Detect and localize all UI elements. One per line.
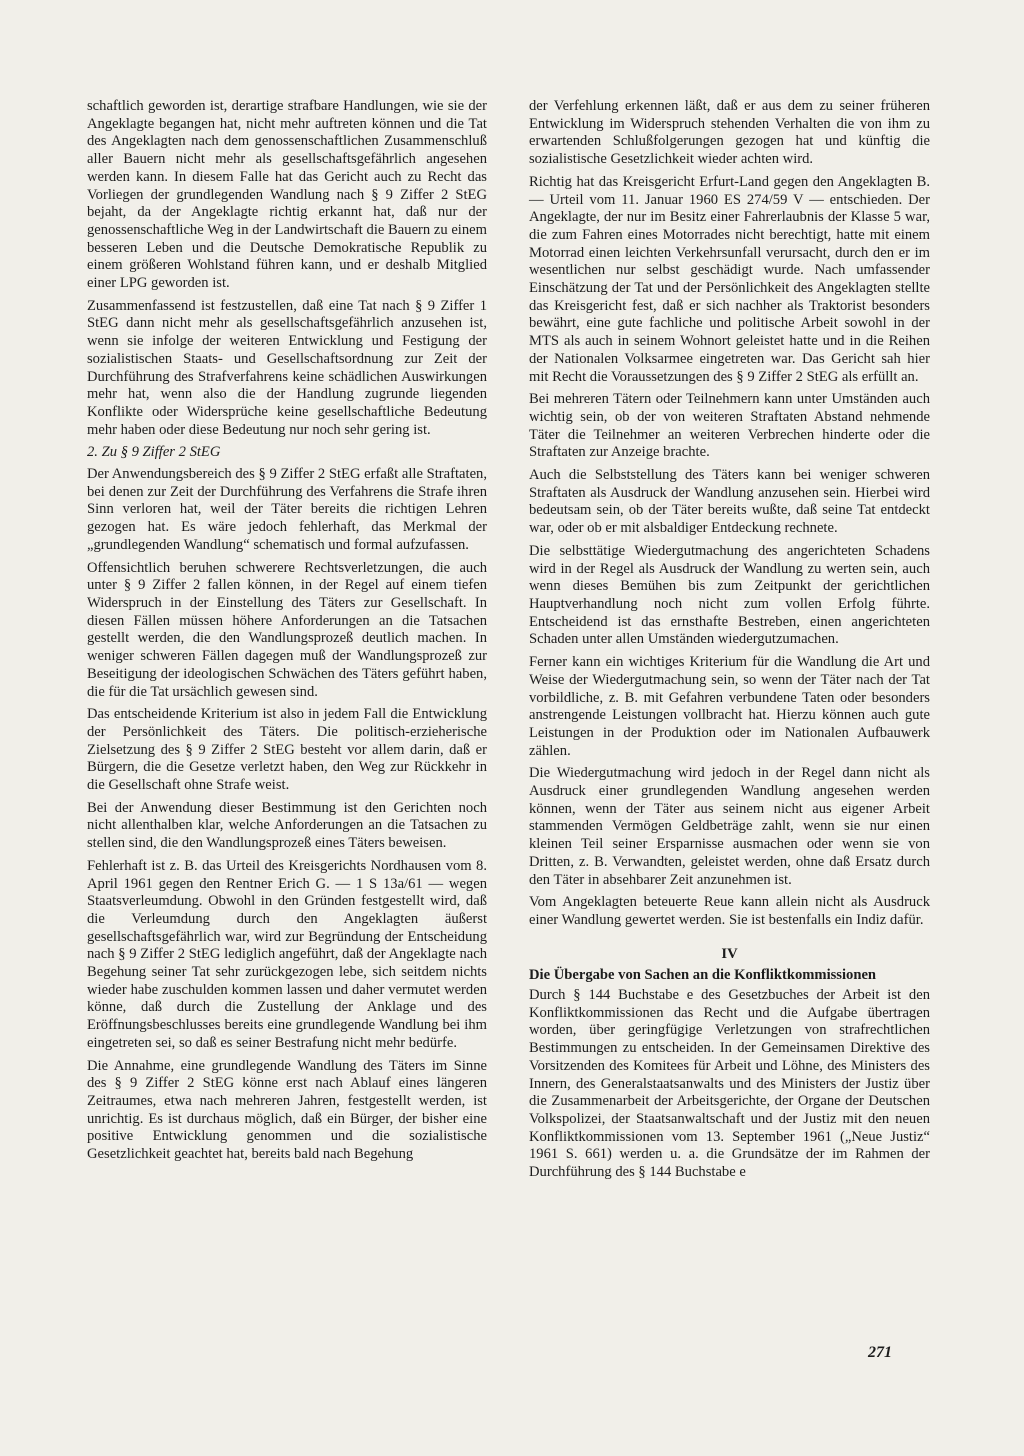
paragraph: Der Anwendungsbereich des § 9 Ziffer 2 StEG erfaßt alle Straftaten, bei denen zur Zeit der Durchführung des Verfahrens die Strafe ihren Sinn verloren hat, weil der Täter bereits die richtigen Lehren gezogen hat. Es wäre jedoch fehlerhaft, das Merkmal der „grundlegenden Wandlung“ schematisch und formal aufzufassen. (87, 466, 487, 553)
left-column (87, 98, 487, 1169)
paragraph: Vom Angeklagten beteuerte Reue kann allein nicht als Ausdruck einer Wandlung gewertet werden. Sie ist bestenfalls ein Indiz dafür. (529, 894, 930, 928)
page-number: 271 (868, 1344, 892, 1361)
paragraph: Richtig hat das Kreisgericht Erfurt-Land gegen den Angeklagten B. — Urteil vom 11. Januar 1960 ES 274/59 V — entschieden. Der Angeklagte, der nur im Besitz einer Fahrerlaubnis der Klasse 5 war, die zum Fahren eines Motorrades nicht berechtigt, hatte mit einem Motorrad einen leichten Verkehrsunfall verursacht, durch den er im wesentlichen nur selbst geschädigt wurde. Nach umfassender Einschätzung der Tat und der Persönlichkeit des Angeklagten stellte das Kreisgericht fest, daß er sich nachher als Traktorist besonders bewährt, eine gute fachliche und politische Arbeit sowohl in der MTS als auch in seinem Wohnort geleistet hatte und in die Reihen der Nationalen Volksarmee eingetreten war. Das Gericht sah hier mit Recht die Voraussetzungen des § 9 Ziffer 2 StEG als erfüllt an. (529, 173, 930, 385)
paragraph: Auch die Selbststellung des Täters kann bei weniger schweren Straftaten als Ausdruck der Wandlung anzusehen sein. Hierbei wird bedeutsam sein, ob der Täter bereits wußte, daß seine Tat entdeckt war, oder ob er mit alsbaldiger Entdeckung rechnete. (529, 467, 930, 537)
paragraph: Bei mehreren Tätern oder Teilnehmern kann unter Umständen auch wichtig sein, ob der von weiteren Straftaten Abstand nehmende Täter die Teilnehmer an weiteren Verbrechen hinderte oder die Straftaten zur Anzeige brachte. (529, 391, 930, 461)
paragraph: Bei der Anwendung dieser Bestimmung ist den Gerichten noch nicht allenthalben klar, welche Anforderungen an die Tatsachen zu stellen sind, die den Wandlungsprozeß eines Täters beweisen. (87, 799, 487, 852)
paragraph: Offensichtlich beruhen schwerere Rechtsverletzungen, die auch unter § 9 Ziffer 2 fallen können, in der Regel auf einem tiefen Widerspruch in der Einstellung des Täters zur Gesellschaft. In diesen Fällen müssen höhere Anforderungen an die Tatsachen gestellt werden, die den Wandlungsprozeß deutlich machen. In weniger schweren Fällen dagegen muß der Wandlungsprozeß zur Beseitigung der ideologischen Schwächen des Täters geführt haben, die für die Tat ursächlich gewesen sind. (87, 559, 487, 700)
paragraph: Die Wiedergutmachung wird jedoch in der Regel dann nicht als Ausdruck einer grundlegenden Wandlung angesehen werden können, wenn der Täter aus seinem nicht aus eigener Arbeit stammenden Vermögen Geldbeträge zahlt, wenn sie nur einen kleinen Teil seiner Ersparnisse ausmachen oder wenn sie von Dritten, z. B. Verwandten, geleistet werden, ohne daß Ersatz durch den Täter in absehbarer Zeit anzunehmen ist. (529, 765, 930, 888)
subheading: 2. Zu § 9 Ziffer 2 StEG (87, 444, 221, 461)
paragraph: der Verfehlung erkennen läßt, daß er aus dem zu seiner früheren Entwicklung im Widerspruch stehenden Verhalten die von ihm zu erwartenden Schlußfolgerungen gezogen hat und künftig die sozialistische Gesetzlichkeit wieder achten wird. (529, 98, 930, 168)
section-numeral: IV (721, 945, 738, 962)
paragraph: Die selbsttätige Wiedergutmachung des angerichteten Schadens wird in der Regel als Ausdruck der Wandlung zu werten sein, auch wenn dieses Bemühen bis zum Zeitpunkt der gerichtlichen Hauptverhandlung noch nicht zum vollen Erfolg führte. Entscheidend ist das ernsthafte Bestreben, einen angerichteten Schaden unter allen Umständen wiedergutzumachen. (529, 542, 930, 648)
paragraph: Fehlerhaft ist z. B. das Urteil des Kreisgerichts Nordhausen vom 8. April 1961 gegen den Rentner Erich G. — 1 S 13a/61 — wegen Staatsverleumdung. Obwohl in den Gründen festgestellt wird, daß die Verleumdung durch den Angeklagten äußerst gesellschaftsgefährlich war, wird zur Begründung der Entscheidung nach § 9 Ziffer 2 StEG lediglich angeführt, daß der Angeklagte nach Begehung seiner Tat sehr zurückgezogen lebe, sich seitdem nichts wieder habe zuschulden kommen lassen und daher vermutet werden könne, daß durch die Zustellung der Anklage und des Eröffnungsbeschlusses bereits eine grundlegende Wandlung bei ihm eingetreten sei, so daß es seiner Bestrafung nicht mehr bedürfe. (87, 857, 487, 1051)
paragraph: Ferner kann ein wichtiges Kriterium für die Wandlung die Art und Weise der Wiedergutmachung sein, so wenn der Täter nach der Tat vorbildliche, z. B. mit Gefahren verbundene Taten oder besonders anstrengende Leistungen vollbracht hat. Hierzu können auch gute Leistungen in der Produktion oder im Nationalen Aufbauwerk zählen. (529, 654, 930, 759)
paragraph: schaftlich geworden ist, derartige strafbare Handlungen, wie sie der Angeklagte begangen hat, nicht mehr auftreten können und die Tat des Angeklagten nach dem genossenschaftlichen Zusammenschluß aller Bauern nicht mehr als gesellschaftsgefährlich angesehen werden kann. In diesem Falle hat das Gericht auch zu Recht das Vorliegen der grundlegenden Wandlung nach § 9 Ziffer 2 StEG bejaht, da der Angeklagte richtig erkannt hat, daß nur der genossenschaftliche Weg in der Landwirtschaft die Bauern zu einem besseren Leben und die Deutsche Demokratische Republik zu einem größeren Wohlstand führen kann, und er deshalb Mitglied einer LPG geworden ist. (87, 98, 487, 292)
paragraph: Durch § 144 Buchstabe e des Gesetzbuches der Arbeit ist den Konfliktkommissionen das Recht und die Aufgabe übertragen worden, über geringfügige Verletzungen von strafrechtlichen Bestimmungen zu entscheiden. In der Gemeinsamen Direktive des Vorsitzenden des Komitees für Arbeit und Löhne, des Ministers des Innern, des Generalstaatsanwalts und des Ministers der Justiz über die Zusammenarbeit der Arbeitsgerichte, der Organe der Deutschen Volkspolizei, der Staatsanwaltschaft und der Justiz mit den neuen Konfliktkommissionen vom 13. September 1961 („Neue Justiz“ 1961 S. 661) werden u. a. die Grundsätze der im Rahmen der Durchführung des § 144 Buchstabe e (529, 987, 930, 1181)
paragraph: Zusammenfassend ist festzustellen, daß eine Tat nach § 9 Ziffer 1 StEG dann nicht mehr als gesellschaftsgefährlich anzusehen ist, wenn sie infolge der weiteren Entwicklung und Festigung der sozialistischen Staats- und Gesellschaftsordnung zur Zeit der Durchführung des Strafverfahrens keine schädlichen Auswirkungen mehr hat, wenn also die der Handlung zugrunde liegenden Konflikte oder Widersprüche keine gesellschaftliche Bedeutung mehr haben oder diese Bedeutung nur noch sehr gering ist. (87, 297, 487, 438)
right-column (529, 98, 930, 1187)
paragraph: Die Annahme, eine grundlegende Wandlung des Täters im Sinne des § 9 Ziffer 2 StEG könne erst nach Ablauf eines längeren Zeitraumes, etwa nach mehreren Jahren, festgestellt werden, ist unrichtig. Es ist durchaus möglich, daß ein Bürger, der bisher eine positive Entwicklung genommen und die sozialistische Gesetzlichkeit geachtet hat, bereits bald nach Begehung (87, 1057, 487, 1163)
paragraph: Das entscheidende Kriterium ist also in jedem Fall die Entwicklung der Persönlichkeit des Täters. Die politisch-erzieherische Zielsetzung des § 9 Ziffer 2 StEG besteht vor allem darin, daß er Bürgern, die die Gesetze verletzt haben, den Weg zur Rückkehr in die Gesellschaft ohne Strafe weist. (87, 706, 487, 794)
section-title: Die Übergabe von Sachen an die Konfliktkommissionen (529, 967, 877, 984)
